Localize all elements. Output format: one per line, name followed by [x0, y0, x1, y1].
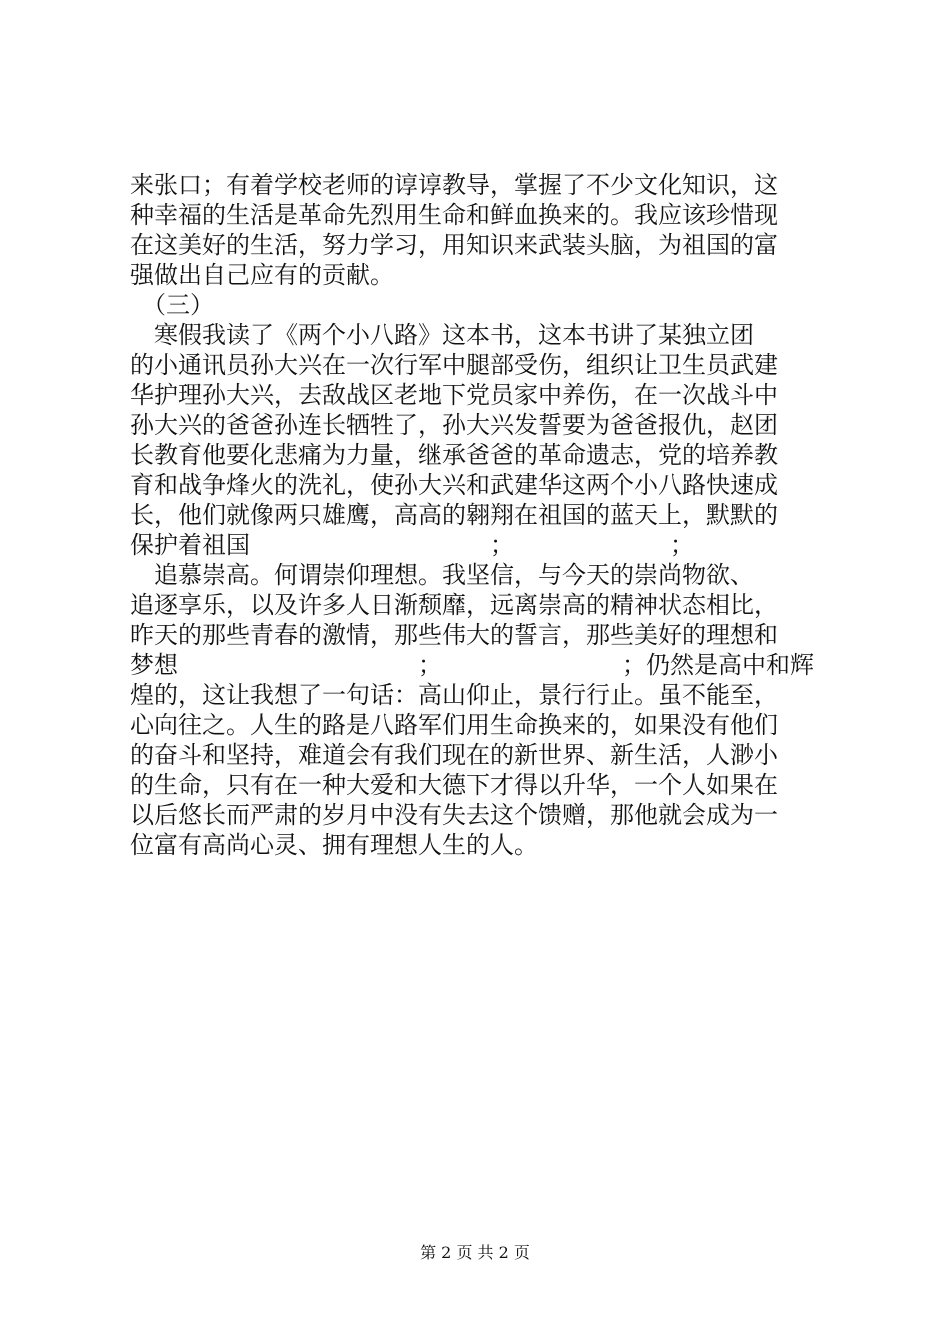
- text-line: 的小通讯员孙大兴在一次行军中腿部受伤，组织让卫生员武建: [130, 351, 778, 379]
- text-line: 昨天的那些青春的激情，那些伟大的誓言，那些美好的理想和: [130, 621, 778, 649]
- page-number-label: 第 2 页 共 2 页: [420, 1243, 530, 1262]
- section-heading: （三）: [130, 291, 214, 319]
- text-line: 华护理孙大兴，去敌战区老地下党员家中养伤，在一次战斗中: [130, 381, 778, 409]
- text-line: 以后悠长而严肃的岁月中没有失去这个馈赠，那他就会成为一: [130, 801, 778, 829]
- text-line: 育和战争烽火的洗礼，使孙大兴和武建华这两个小八路快速成: [130, 471, 778, 499]
- text-line: 孙大兴的爸爸孙连长牺牲了，孙大兴发誓要为爸爸报仇，赵团: [130, 411, 778, 439]
- text-line: 煌的，这让我想了一句话：高山仰止，景行行止。虽不能至，: [130, 681, 778, 709]
- text-line: 寒假我读了《两个小八路》这本书，这本书讲了某独立团: [130, 321, 754, 349]
- text-line: 保护着祖国 ； ；: [130, 531, 694, 559]
- text-line: 长，他们就像两只雄鹰，高高的翱翔在祖国的蓝天上，默默的: [130, 501, 778, 529]
- page-footer: [0, 1243, 950, 1263]
- document-body: [130, 170, 830, 860]
- text-line: 梦想 ； ；仍然是高中和辉: [130, 651, 814, 679]
- text-line: 种幸福的生活是革命先烈用生命和鲜血换来的。我应该珍惜现: [130, 201, 778, 229]
- text-line: 位富有高尚心灵、拥有理想人生的人。: [130, 831, 538, 859]
- text-line: 在这美好的生活，努力学习，用知识来武装头脑，为祖国的富: [130, 231, 778, 259]
- text-line: 来张口；有着学校老师的谆谆教导，掌握了不少文化知识，这: [130, 171, 778, 199]
- text-line: 心向往之。人生的路是八路军们用生命换来的，如果没有他们: [130, 711, 778, 739]
- text-line: 的生命，只有在一种大爱和大德下才得以升华，一个人如果在: [130, 771, 778, 799]
- text-line: 追逐享乐，以及许多人日渐颓靡，远离崇高的精神状态相比，: [130, 591, 778, 619]
- text-line: 强做出自己应有的贡献。: [130, 261, 394, 289]
- text-line: 的奋斗和坚持，难道会有我们现在的新世界、新生活，人渺小: [130, 741, 778, 769]
- text-line: 追慕崇高。何谓崇仰理想。我坚信，与今天的崇尚物欲、: [130, 561, 754, 589]
- text-line: 长教育他要化悲痛为力量，继承爸爸的革命遗志，党的培养教: [130, 441, 778, 469]
